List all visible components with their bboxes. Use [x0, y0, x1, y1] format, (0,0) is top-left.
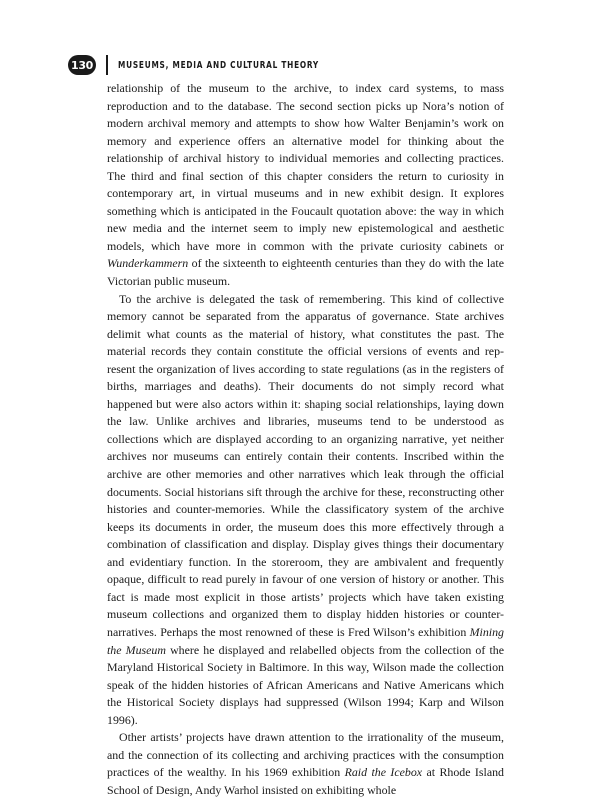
paragraph-3-end: at Rhode Island School of Design, Andy Warhol insisted on exhibiting whole: [107, 765, 504, 797]
running-head: MUSEUMS, MEDIA AND CULTURAL THEORY: [118, 59, 320, 71]
paragraph-2: [107, 291, 504, 730]
paragraph-1-text: relationship of the museum to the archive, to index card systems, to mass reproduction and to the database. The second section picks up Nora’s notion of modern archival memory and attempts to show how Walter Benjamin’s work on memory and experience offers an alternative model for thinking about the relationship of archival history to individual memories and collecting practices. The third and final section of this chapter considers the return to curiosity in contemporary art, in virtual museums and in new exhibit design. It explores something which is anticipated in the Foucault quotation above: the way in which new media and the internet seem to imply new epistemological and aesthetic models, which have more in common with the private curiosity cabinets or: [107, 81, 504, 253]
paragraph-1: [107, 80, 504, 291]
paragraph-3-italic: Raid the Icebox: [344, 765, 423, 780]
paragraph-2-end: where he displayed and relabelled objects from the collection of the Maryland Historical Society in Baltimore. In this way, Wilson made the collection speak of the hidden histories of African Americans and Native Americans which the Historical Society displays had suppressed (Wilson 1994; Karp and Wilson 1996).: [107, 642, 504, 727]
paragraph-3: [107, 729, 504, 799]
page-header: [68, 52, 508, 78]
paragraph-2-text: To the archive is delegated the task of remembering. This kind of collective memory cannot be separated from the apparatus of governance. State archives delimit what counts as the material of history, what constitutes the past. The material records they contain constitute the official versions of events and represent the organization of lives according to state regulations (as in the registers of births, marriages and deaths). Their documents do not simply record what happened but were also actors within it: shaping social relationships, laying down the law. Unlike archives and libraries, museums tend to be understood as collections which are displayed according to an organizing narrative, yet neither archives nor museums can entirely contain their contents. Inscribed within the archive are other memories and other narratives which leak through the official documents. Social historians sift through the archive for these, reconstructing other histories and counter-memories. While the classificatory system of the archive keeps its documents in order, the museum does this more effectively through a combination of classification and display. Display gives things their documentary and evidentiary function. In the storeroom, they are ambivalent and frequently opaque, difficult to read purely in favour of one version of history or another. This fact is made most explicit in those artists’ projects which have taken existing museum collections and organized them to display hidden histories or counter-narratives. Perhaps the most renowned of these is Fred Wilson’s exhibition: [107, 291, 504, 639]
body-text: [107, 80, 504, 799]
paragraph-3-text: Other artists’ projects have drawn attention to the irrationality of the museum, and the connection of its collecting and archiving practices with the consumption practices of the wealthy. In his 1969 exhibition: [107, 730, 504, 780]
paragraph-1-end: of the sixteenth to eighteenth centuries than they do with the late Victorian public museum.: [107, 256, 504, 289]
page-number: 130: [68, 55, 96, 75]
header-divider: [106, 55, 108, 75]
paragraph-1-italic: Wunderkammern: [107, 256, 189, 271]
paragraph-2-italic: Mining the Museum: [107, 624, 504, 657]
